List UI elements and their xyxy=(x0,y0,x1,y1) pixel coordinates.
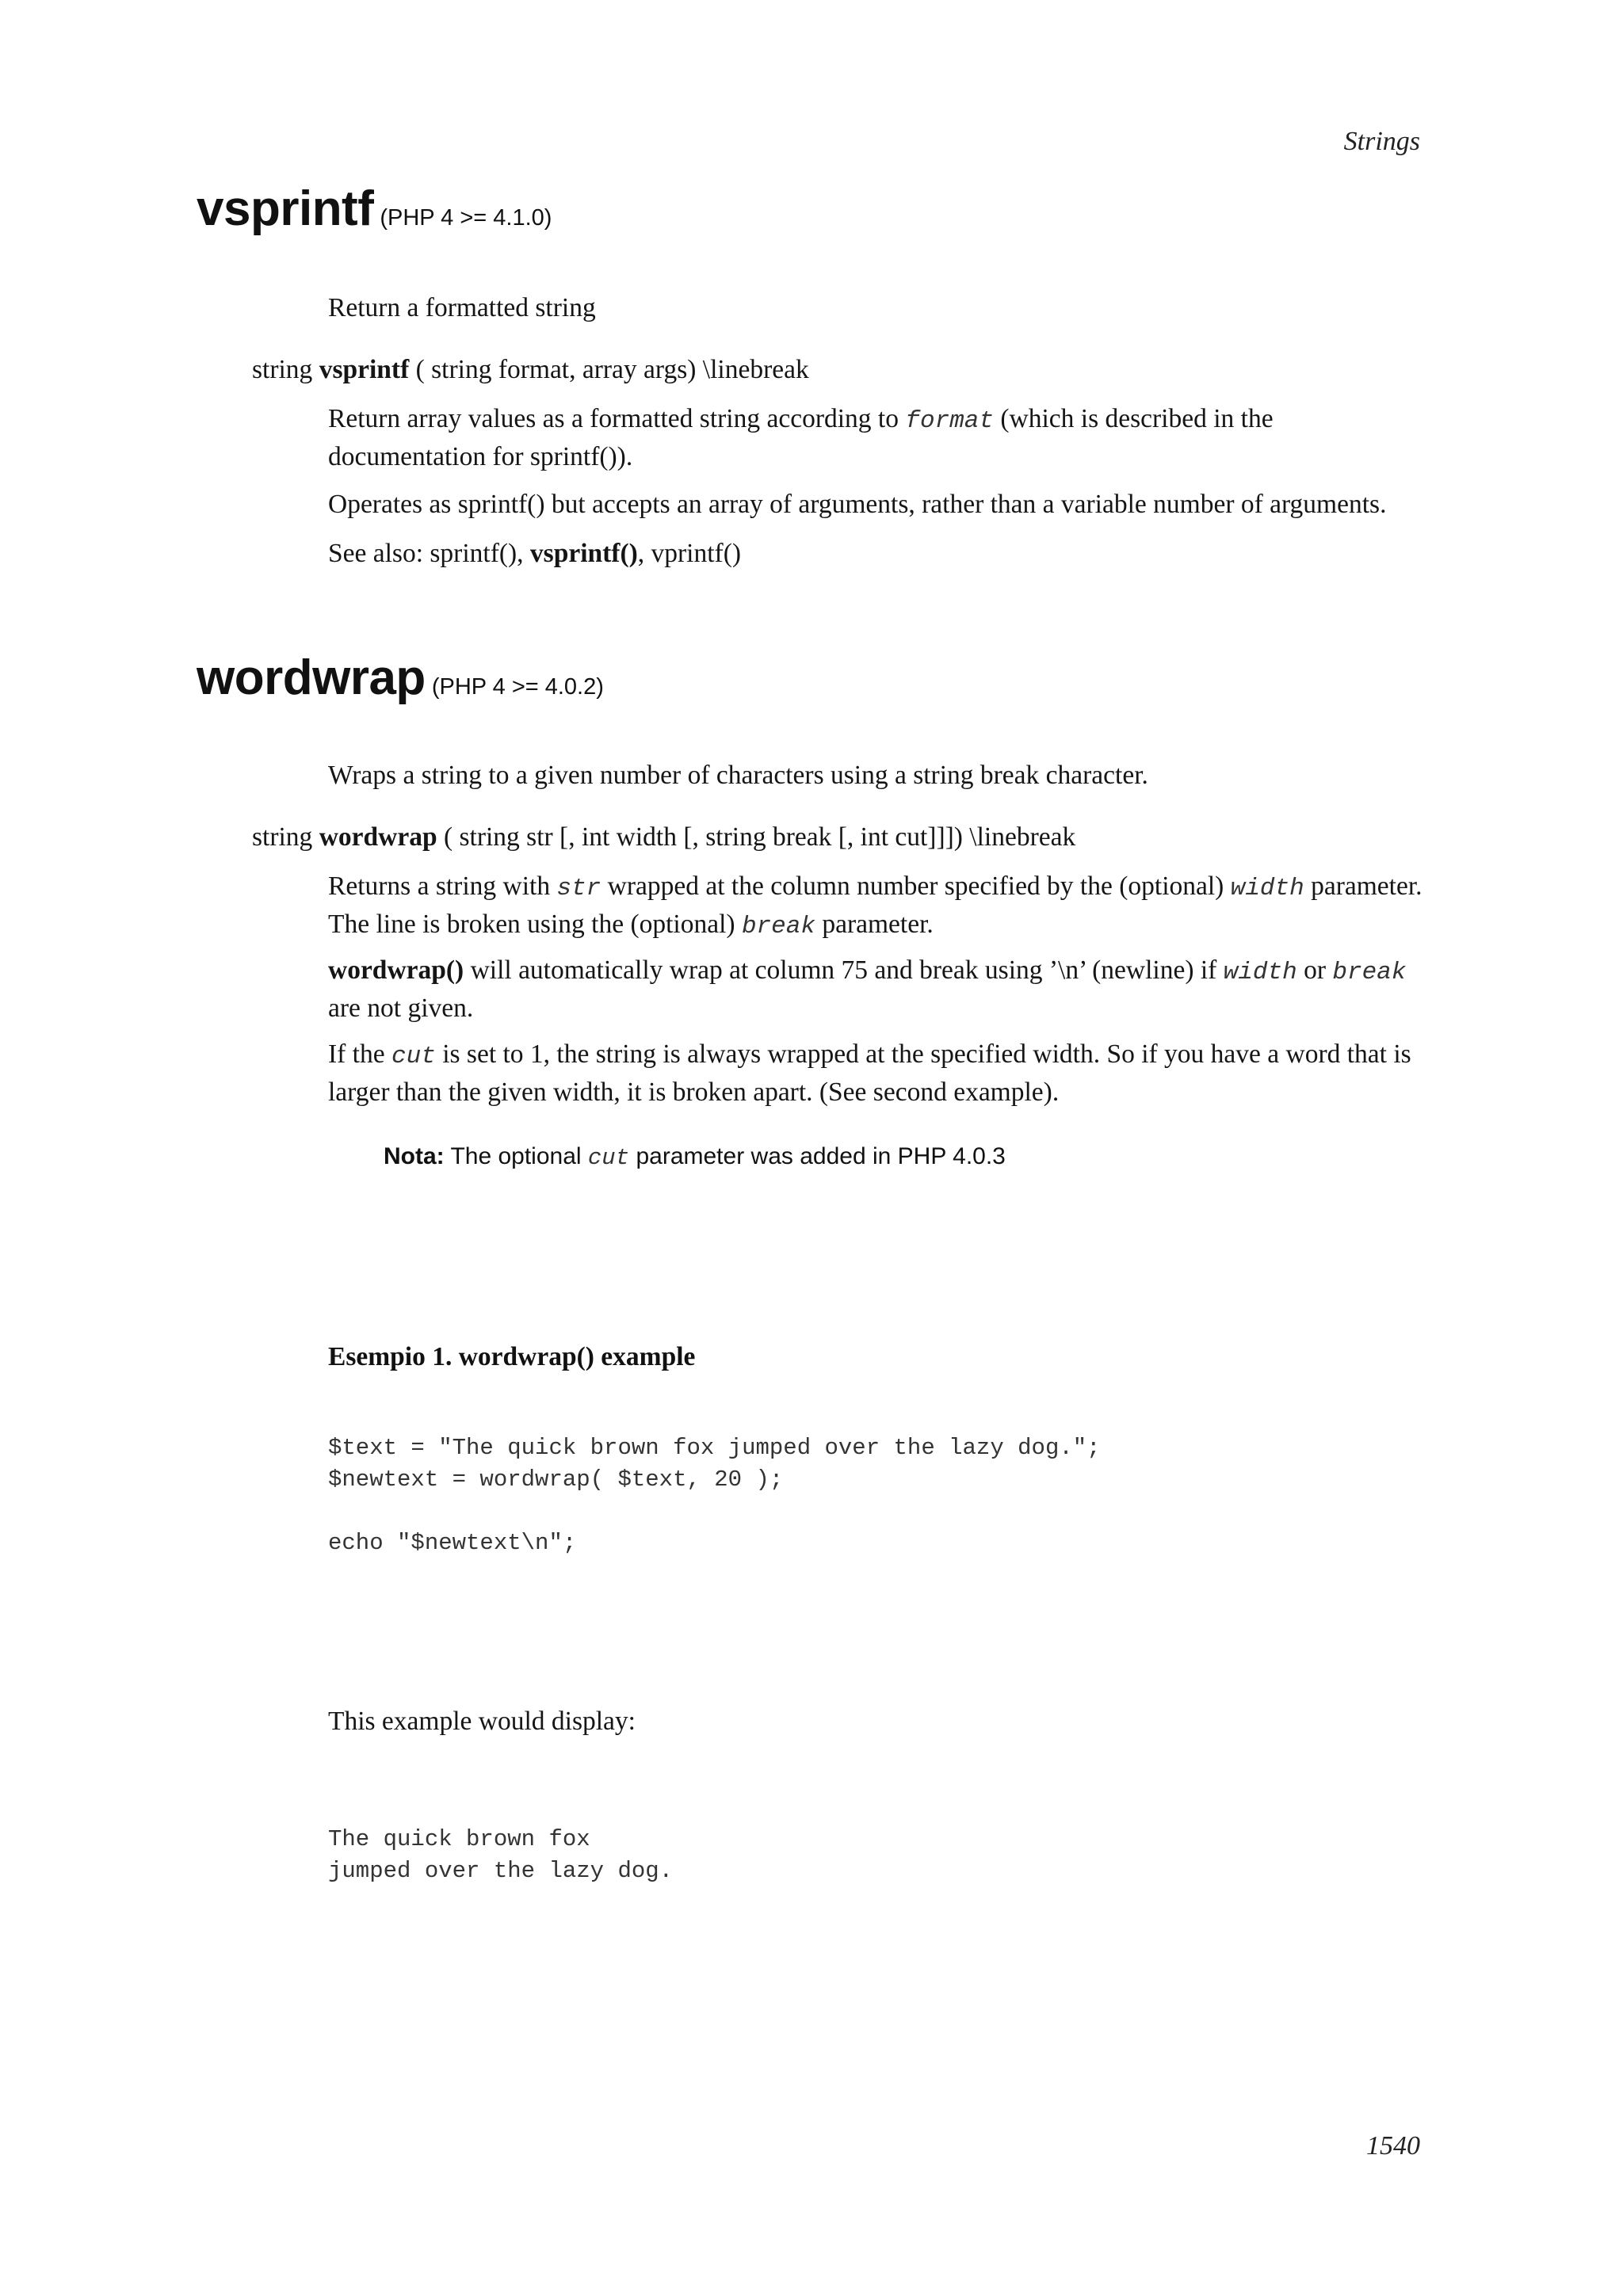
arguments: ( string format, array args) \linebreak xyxy=(415,355,809,384)
parameter: break xyxy=(741,913,815,940)
function-name: vsprintf xyxy=(197,181,374,236)
note-label: Nota: xyxy=(384,1143,445,1169)
text: The optional xyxy=(444,1143,588,1169)
output-intro: This example would display: xyxy=(328,1707,636,1736)
text: If the xyxy=(328,1039,391,1069)
function-name: vsprintf xyxy=(319,355,410,384)
wordwrap-description-2 xyxy=(328,952,1438,1026)
parameter: format xyxy=(905,407,994,435)
text: parameter. The line is broken using the (optional) xyxy=(328,871,1423,939)
version-info: (PHP 4 >= 4.0.2) xyxy=(431,674,604,700)
parameter: str xyxy=(556,875,601,902)
text: parameter. xyxy=(815,910,934,939)
return-type: string xyxy=(252,822,313,852)
text: is set to 1, the string is always wrapped at the specified width. So if you have a word that is larger than the given width, it is broken apart. (See second example). xyxy=(328,1039,1411,1107)
wordwrap-description-3 xyxy=(328,1036,1438,1110)
parameter: width xyxy=(1230,875,1304,902)
vsprintf-purpose: Return a formatted string xyxy=(328,293,596,322)
vsprintf-see-also xyxy=(328,536,1438,571)
vsprintf-description-2: Operates as sprintf() but accepts an array of arguments, rather than a variable number of arguments. xyxy=(328,490,1387,519)
text: , vprintf() xyxy=(637,539,742,568)
parameter: break xyxy=(1332,959,1407,986)
arguments: ( string str [, int width [, string break [, int cut]]]) \linebreak xyxy=(443,822,1076,852)
text: See also: sprintf(), xyxy=(328,539,530,568)
parameter: cut xyxy=(587,1145,630,1171)
function-name: wordwrap xyxy=(197,650,426,705)
wordwrap-heading xyxy=(197,650,604,706)
text: wrapped at the column number specified by the (optional) xyxy=(601,871,1231,901)
function-ref: wordwrap() xyxy=(328,955,464,985)
wordwrap-description-1 xyxy=(328,868,1438,944)
text: Return array values as a formatted string according to xyxy=(328,404,906,433)
text: are not given. xyxy=(328,994,474,1023)
example-title: Esempio 1. wordwrap() example xyxy=(328,1342,696,1371)
vsprintf-description xyxy=(328,401,1438,475)
parameter: width xyxy=(1223,959,1297,986)
note xyxy=(384,1141,1006,1174)
page-number: 1540 xyxy=(1366,2131,1420,2161)
running-head: Strings xyxy=(1343,127,1420,156)
return-type: string xyxy=(252,355,313,384)
version-info: (PHP 4 >= 4.1.0) xyxy=(380,205,552,231)
output-code: The quick brown fox jumped over the lazy dog. xyxy=(328,1826,674,1884)
wordwrap-purpose: Wraps a string to a given number of characters using a string break character. xyxy=(328,761,1148,790)
text: or xyxy=(1296,955,1333,985)
vsprintf-synopsis xyxy=(252,352,1441,387)
link-vsprintf: vsprintf() xyxy=(529,539,638,568)
wordwrap-synopsis xyxy=(252,819,1441,855)
vsprintf-heading xyxy=(197,181,552,237)
parameter: cut xyxy=(391,1043,436,1070)
text: will automatically wrap at column 75 and break using ’\n’ (newline) if xyxy=(464,955,1224,985)
text: (which is described in the documentation for sprintf()). xyxy=(328,404,1274,471)
example-code: $text = "The quick brown fox jumped over the lazy dog."; $newtext = wordwrap( $text, 20 ); echo "$newtext\n"; xyxy=(328,1435,1101,1556)
text: Returns a string with xyxy=(328,871,557,901)
function-name: wordwrap xyxy=(319,822,437,852)
text: parameter was added in PHP 4.0.3 xyxy=(629,1143,1006,1169)
